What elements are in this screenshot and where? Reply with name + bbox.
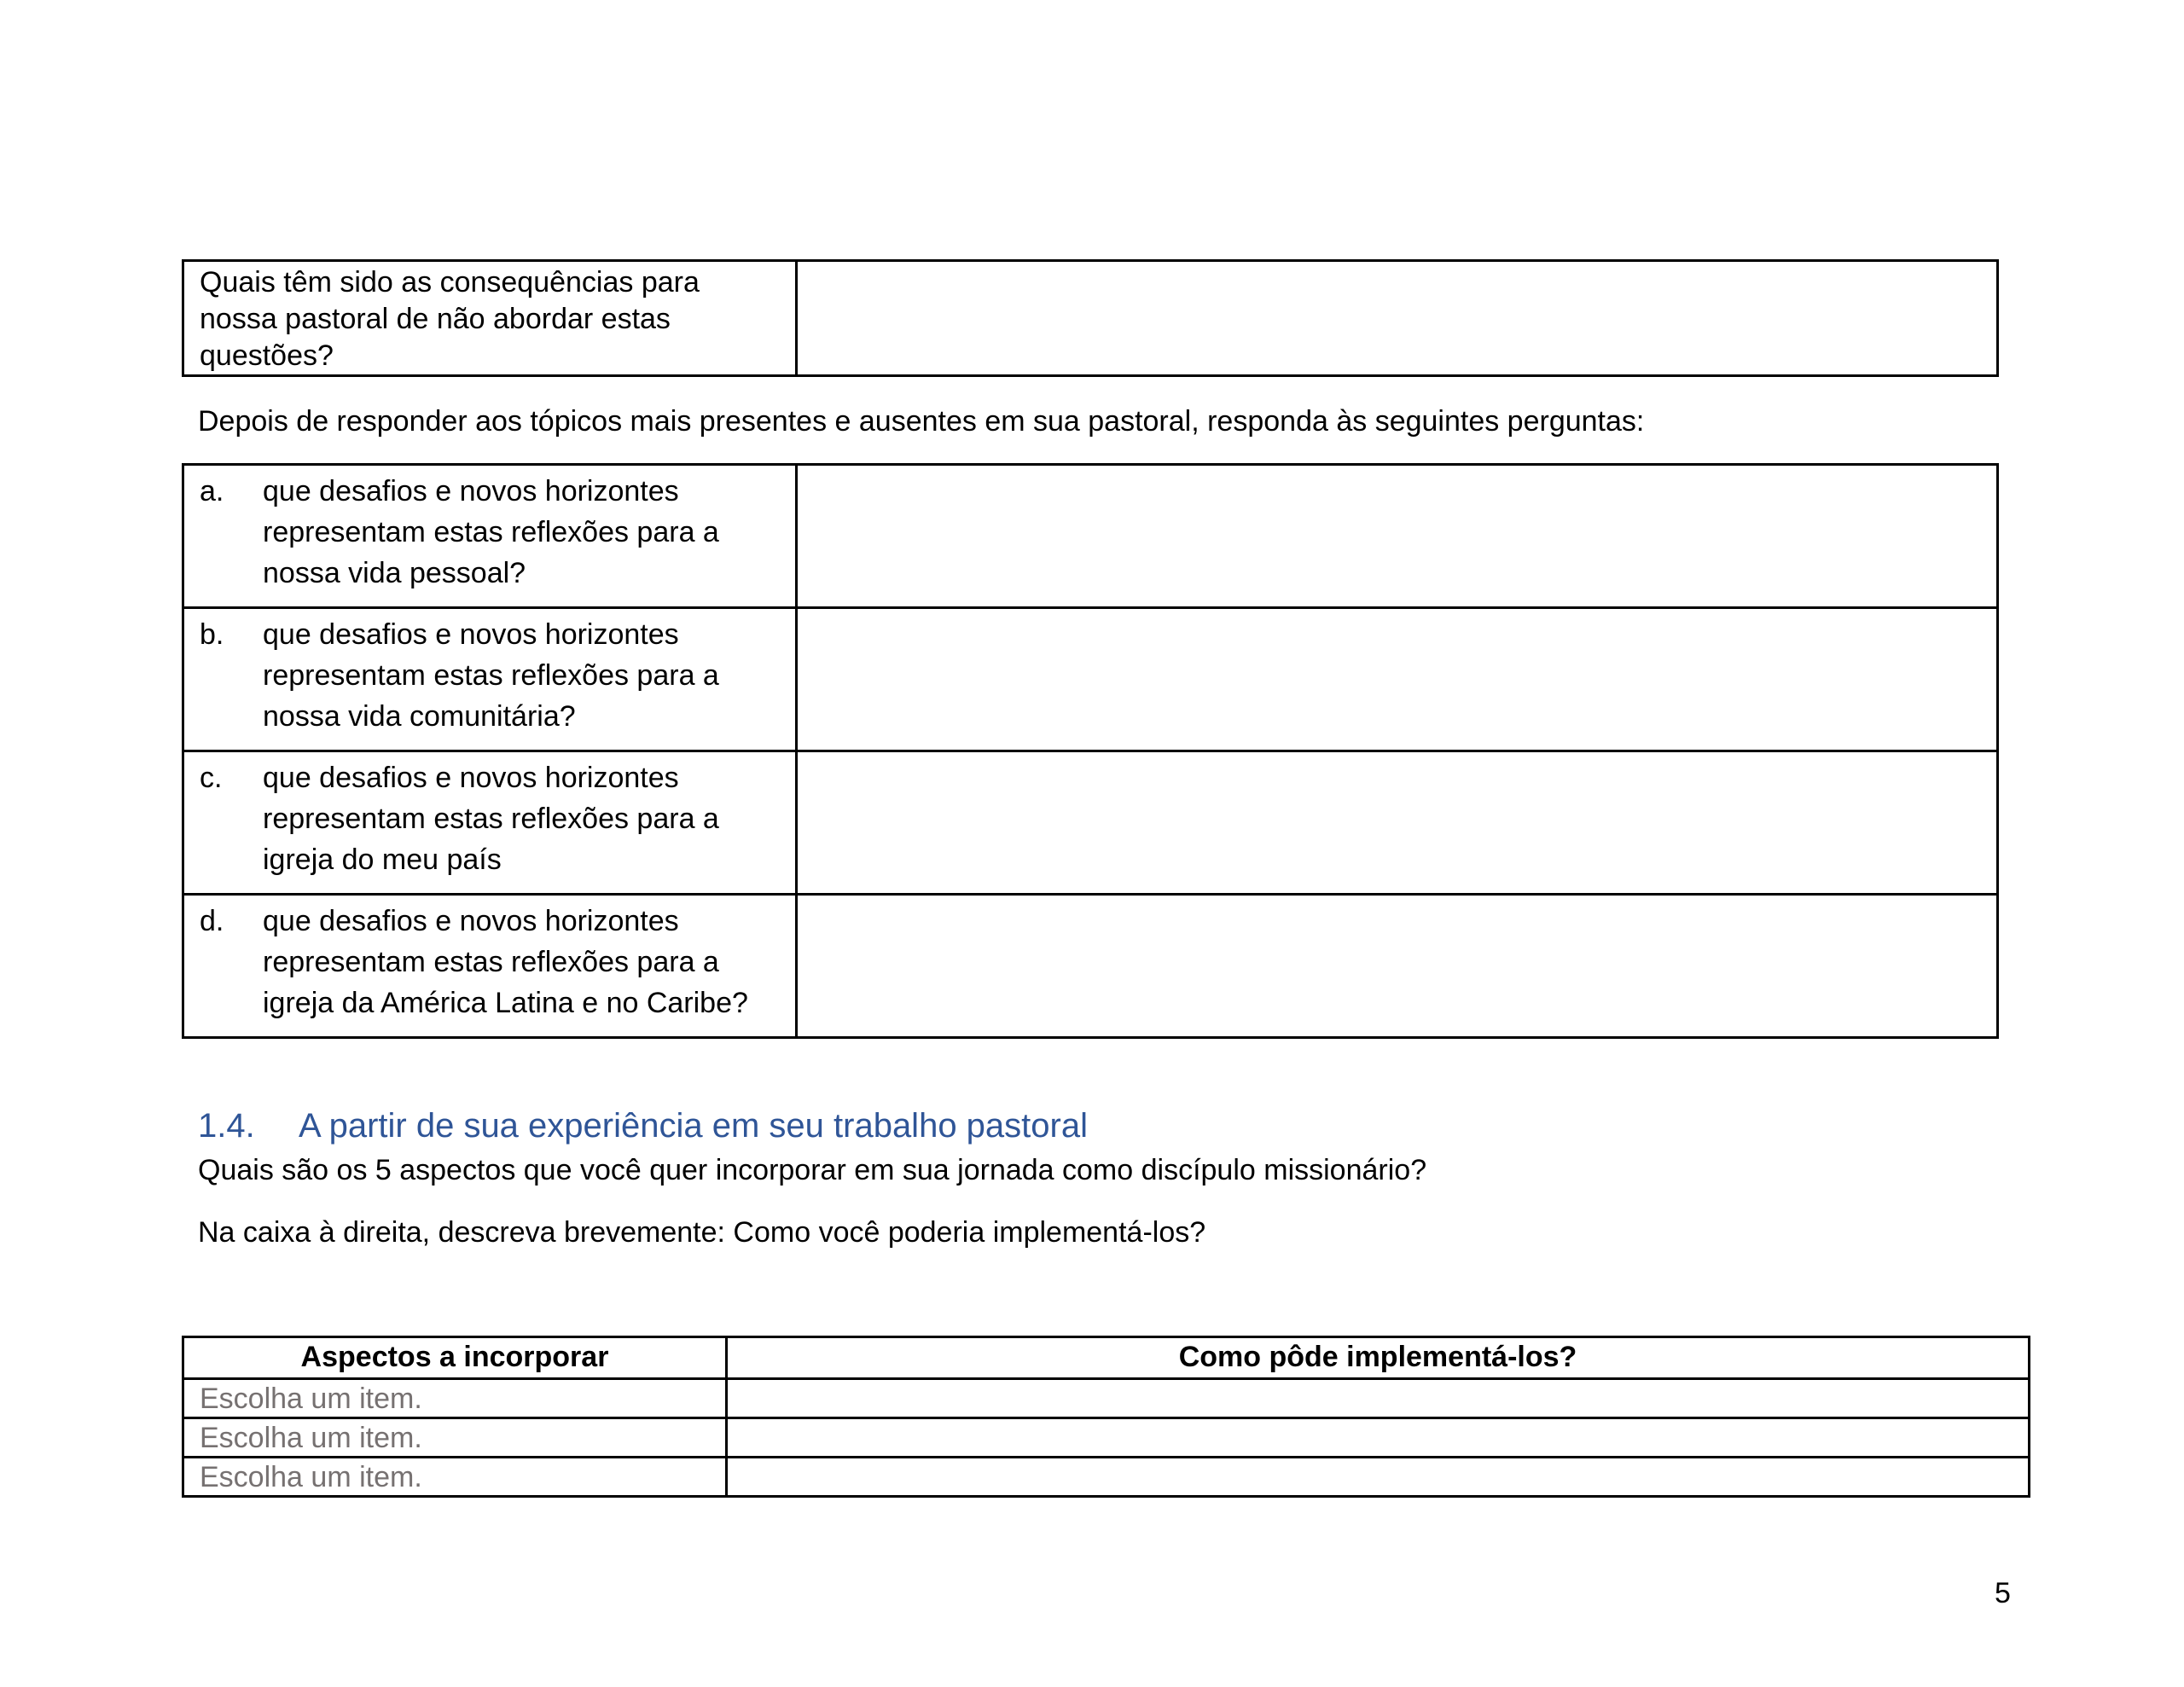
section-number: 1.4. (198, 1107, 255, 1145)
question-text: que desafios e novos horizontes representam estas reflexões para a nossa vida comunitária? (263, 618, 719, 733)
implementation-cell[interactable] (727, 1418, 2030, 1458)
question-cell (183, 895, 797, 1038)
page-number: 5 (1995, 1577, 2011, 1609)
section-question-2: Na caixa à direita, descreva brevemente: Como você poderia implementá-los? (198, 1216, 1206, 1249)
implementation-text[interactable] (728, 1458, 2028, 1459)
implementation-cell[interactable] (727, 1458, 2030, 1497)
question-cell (183, 261, 797, 376)
column-header-aspects: Aspectos a incorporar (183, 1337, 727, 1379)
answer-text[interactable] (798, 262, 1996, 264)
answer-cell[interactable] (797, 465, 1998, 608)
questions-table (182, 463, 1999, 1039)
choose-item-dropdown[interactable]: Escolha um item. (200, 1422, 422, 1454)
choice-cell[interactable] (183, 1458, 727, 1497)
implementation-text[interactable] (728, 1419, 2028, 1420)
consequences-table (182, 259, 1999, 377)
list-letter: a. (200, 475, 224, 507)
question-text: que desafios e novos horizontes representam estas reflexões para a igreja da América Latina e no Caribe? (263, 905, 748, 1019)
question-text: que desafios e novos horizontes representam estas reflexões para a nossa vida pessoal? (263, 475, 719, 589)
implementation-text[interactable] (728, 1380, 2028, 1381)
table-header-row (183, 1337, 2030, 1379)
answer-cell[interactable] (797, 895, 1998, 1038)
answer-text[interactable] (798, 466, 1996, 471)
answer-cell[interactable] (797, 751, 1998, 895)
list-letter: c. (200, 762, 223, 794)
implementation-cell[interactable] (727, 1379, 2030, 1418)
list-letter: d. (200, 905, 224, 937)
section-question-1: Quais são os 5 aspectos que você quer incorporar em sua jornada como discípulo missionário? (198, 1154, 1427, 1186)
table-row (183, 895, 1998, 1038)
question-text: que desafios e novos horizontes representam estas reflexões para a igreja do meu país (263, 762, 719, 876)
choose-item-dropdown[interactable]: Escolha um item. (200, 1383, 422, 1415)
section-heading (198, 1104, 1088, 1148)
question-cell (183, 751, 797, 895)
aspects-table (182, 1336, 2030, 1498)
table-row (183, 608, 1998, 751)
intro-paragraph: Depois de responder aos tópicos mais presentes e ausentes em sua pastoral, responda às seguintes perguntas: (198, 405, 1645, 438)
answer-text[interactable] (798, 609, 1996, 614)
table-row (183, 1418, 2030, 1458)
choose-item-dropdown[interactable]: Escolha um item. (200, 1461, 422, 1493)
question-text: Quais têm sido as consequências para nossa pastoral de não abordar estas questões? (200, 266, 700, 372)
answer-text[interactable] (798, 752, 1996, 757)
table-row (183, 1458, 2030, 1497)
question-cell (183, 465, 797, 608)
table-row (183, 465, 1998, 608)
answer-cell[interactable] (797, 608, 1998, 751)
section-title: A partir de sua experiência em seu trabalho pastoral (299, 1107, 1088, 1145)
answer-text[interactable] (798, 896, 1996, 901)
table-row (183, 261, 1998, 376)
choice-cell[interactable] (183, 1379, 727, 1418)
list-letter: b. (200, 618, 224, 651)
table-row (183, 751, 1998, 895)
question-cell (183, 608, 797, 751)
table-row (183, 1379, 2030, 1418)
choice-cell[interactable] (183, 1418, 727, 1458)
answer-cell[interactable] (797, 261, 1998, 376)
column-header-implementation: Como pôde implementá-los? (727, 1337, 2030, 1379)
